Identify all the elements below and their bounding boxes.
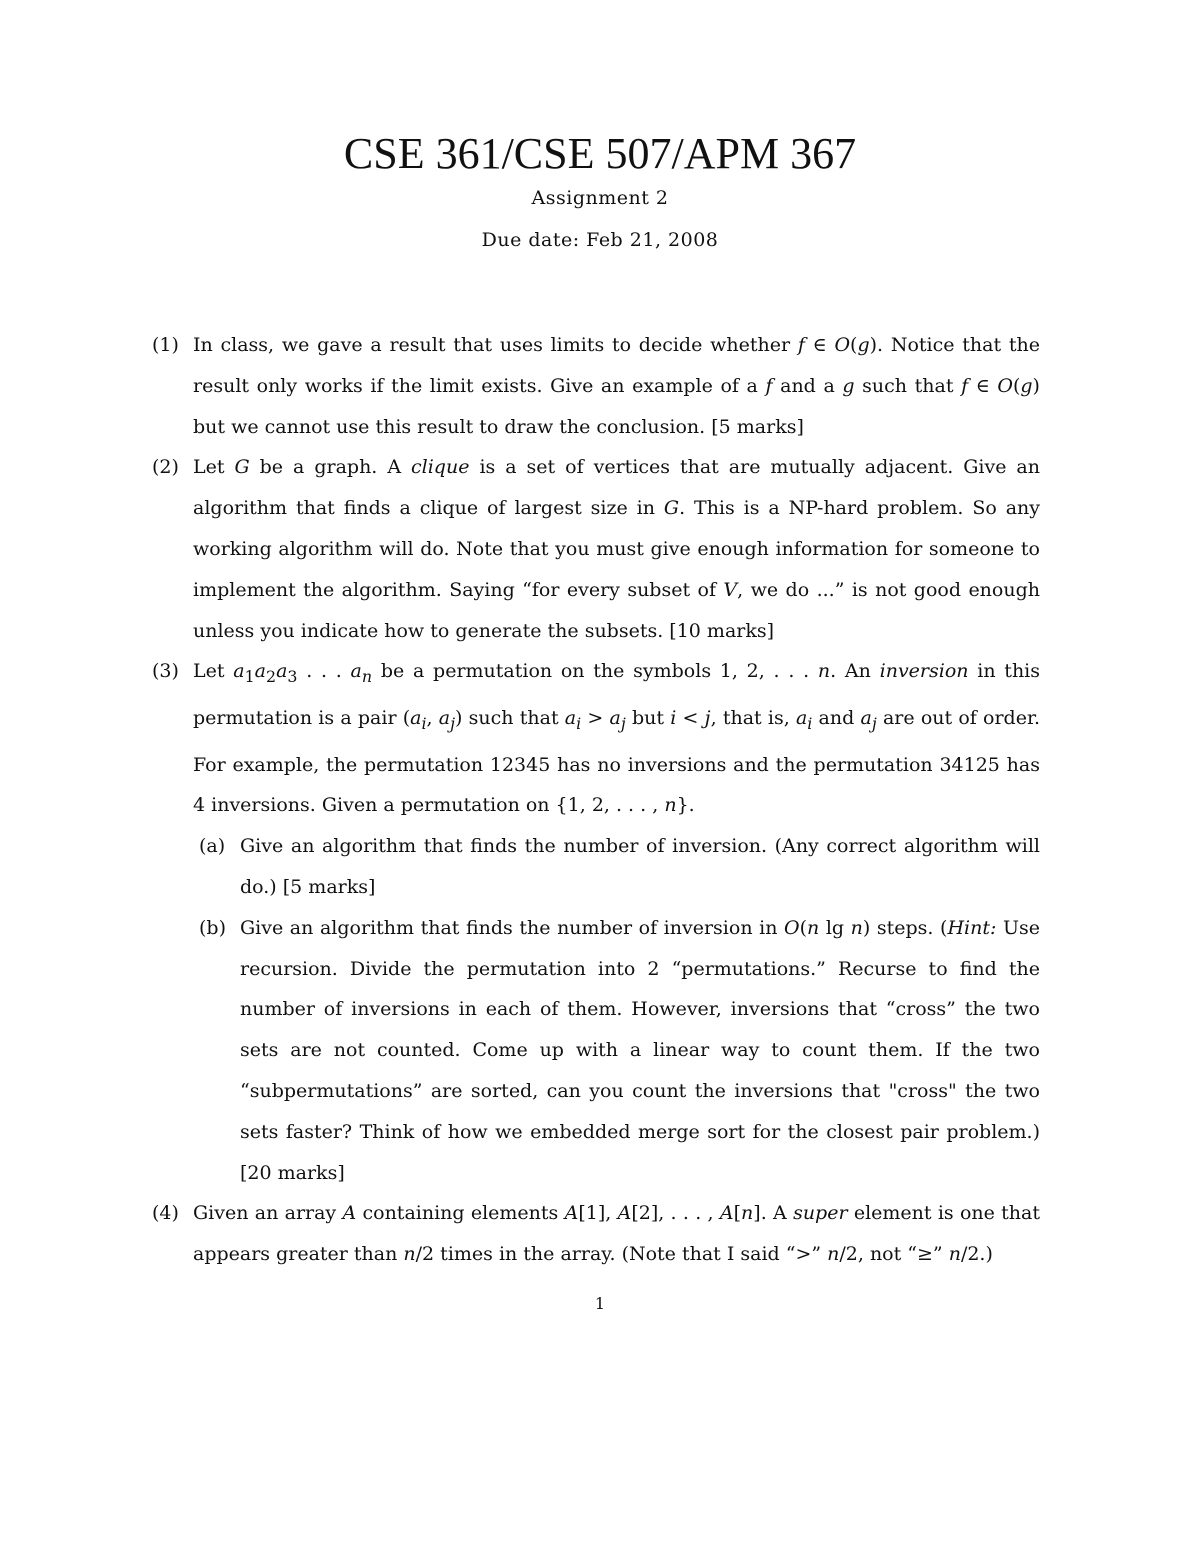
- math-var: a: [410, 706, 422, 729]
- math-symbol: [: [733, 1202, 742, 1225]
- problem-4: [152, 1193, 1040, 1275]
- math-subscript: i: [421, 713, 427, 733]
- math-subscript: j: [871, 713, 877, 733]
- math-subscript: i: [807, 713, 813, 733]
- math-symbol: ,: [426, 706, 439, 729]
- text-run: is a set of vertices that are mutually adjacent. Give an algorithm that finds a clique of largest size in: [193, 456, 1040, 520]
- text-run: , that is,: [710, 706, 796, 729]
- math-var: V: [723, 578, 738, 601]
- math-symbol: >: [581, 706, 610, 729]
- math-subscript: 2: [265, 667, 277, 687]
- math-var: O: [834, 334, 851, 356]
- problem-2: [152, 447, 1040, 651]
- math-var: f: [765, 374, 773, 397]
- math-var: g: [857, 334, 870, 356]
- math-function: lg: [819, 916, 851, 939]
- math-var: a: [564, 706, 577, 729]
- text-run: Let: [193, 456, 235, 479]
- emphasized-term: clique: [411, 456, 470, 479]
- math-symbol: }.: [676, 794, 695, 817]
- text-run: element is one that appears greater than: [193, 1202, 1040, 1266]
- math-var: a: [795, 706, 808, 729]
- problem-list: [152, 325, 1040, 1275]
- math-var: G: [234, 456, 250, 479]
- math-var: a: [254, 660, 266, 683]
- text-run: , we do ...” is not good enough unless you indicate how to generate the subsets. [10 marks]: [193, 578, 1040, 642]
- hint-label: Hint:: [947, 916, 997, 939]
- subpart-label: (a): [199, 835, 226, 858]
- problem-number: (1): [152, 334, 179, 356]
- math-var: n: [664, 794, 677, 817]
- math-var: A: [617, 1202, 632, 1225]
- text-run: Use recursion. Divide the permutation into 2 “permutations.” Recurse to find the number of inversions in each of them. However, inversions that “cross” the two sets are not counted. Come up with a linear way to count them. If the two “subpermutations” are sorted, can you count the inversions that "cross" the two sets faster? Think of how we embedded merge sort for the closest pair problem.) [20 marks]: [240, 916, 1040, 1184]
- problem-text: [193, 325, 1040, 447]
- text-run: /2, not “≥”: [839, 1243, 949, 1266]
- text-run: In class, we gave a result that uses limits to decide whether: [193, 334, 798, 356]
- subpart-text: Give an algorithm that finds the number of inversion. (Any correct algorithm will do.) [5 marks]: [240, 835, 1040, 898]
- math-var: g: [842, 374, 855, 397]
- text-run: in this permutation is a pair (: [193, 660, 1041, 729]
- problem-3a: [199, 826, 1040, 908]
- math-var: f: [961, 374, 969, 397]
- math-symbol: ∈: [968, 374, 998, 397]
- text-run: ). Notice that the result only works if the limit exists. Give an example of a: [193, 334, 1040, 397]
- text-run: are out of order. For example, the permutation 12345 has no inversions and the permutation 34125 has 4 inversions. Given a permutation on {1, 2, . . . ,: [193, 706, 1040, 817]
- math-var: n: [948, 1243, 961, 1266]
- math-subscript: j: [450, 713, 456, 733]
- math-subscript: 3: [287, 667, 298, 687]
- math-subscript: 1: [244, 667, 255, 687]
- math-symbol: [1],: [578, 1202, 618, 1225]
- text-run: Give an algorithm that finds the number of inversion in: [240, 916, 785, 939]
- math-subscript: j: [620, 713, 626, 733]
- text-run: /2 times in the array. (Note that I said “>”: [415, 1243, 828, 1266]
- text-run: Let: [193, 660, 234, 683]
- problem-3b: [199, 908, 1040, 1194]
- text-run: and: [812, 706, 861, 729]
- assignment-label: Assignment 2: [531, 187, 669, 209]
- math-var: A: [342, 1202, 357, 1225]
- math-var: g: [1020, 374, 1033, 397]
- math-var: a: [276, 660, 288, 683]
- text-run: and a: [772, 374, 843, 397]
- math-var: a: [233, 660, 245, 683]
- text-run: but: [625, 706, 671, 729]
- math-symbol: (: [850, 334, 858, 356]
- text-run: containing elements: [356, 1202, 565, 1225]
- text-run: ]. A: [753, 1202, 794, 1225]
- emphasized-term: super: [793, 1202, 848, 1225]
- math-var: n: [741, 1202, 754, 1225]
- subpart-text: Give an algorithm that finds the number of inversion in O(n lg n) steps. (Hint: Use recursion. Divide the permutation into 2 “permutations.” Recurse to find the number of inversions in each of them. However, inversions that “cross” the two sets are not counted. Come up with a linear way to count them. If the two “subpermutations” are sorted, can you count the inversions that "cross" the two sets faster? Think of how we embedded merge sort for the closest pair problem.) [20 marks]: [240, 916, 1040, 1184]
- math-symbol: (: [1012, 374, 1021, 397]
- math-subscript: i: [576, 713, 582, 733]
- problem-text: [193, 1193, 1040, 1275]
- math-var: j: [704, 706, 711, 729]
- text-run: be a graph. A: [249, 456, 412, 479]
- text-run: ) such that: [455, 706, 565, 729]
- text-run: /2.): [960, 1243, 993, 1266]
- problem-number: (3): [152, 660, 179, 683]
- math-symbol: [2], . . . ,: [631, 1202, 720, 1225]
- math-symbol: ∈: [804, 334, 835, 356]
- math-var: G: [663, 497, 680, 520]
- math-var: i: [670, 706, 677, 729]
- math-var: A: [719, 1202, 734, 1225]
- problem-text: [193, 651, 1040, 826]
- due-date: Due date: Feb 21, 2008: [481, 229, 719, 251]
- math-var: a: [438, 706, 451, 729]
- math-var: O: [997, 374, 1013, 397]
- math-symbol: . . .: [297, 660, 351, 683]
- math-var: n: [827, 1243, 840, 1266]
- text-run: such that: [854, 374, 962, 397]
- math-var: O: [784, 916, 800, 939]
- problem-text: [193, 447, 1040, 651]
- text-run: . An: [830, 660, 880, 683]
- text-run: Given an array: [193, 1202, 343, 1225]
- math-var: f: [797, 334, 805, 356]
- problem-number: (4): [152, 1202, 179, 1225]
- math-var: a: [860, 706, 872, 729]
- emphasized-term: inversion: [879, 660, 969, 683]
- text-run: ) steps. (: [862, 916, 948, 939]
- math-var: A: [564, 1202, 579, 1225]
- math-var: a: [350, 660, 362, 683]
- text-run: . This is a NP-hard problem. So any working algorithm will do. Note that you must give enough information for someone to implement the algorithm. Saying “for every subset of: [193, 497, 1040, 601]
- math-var: n: [850, 916, 863, 939]
- problem-number: (2): [152, 456, 179, 479]
- problem-3: [152, 651, 1040, 826]
- math-var: n: [817, 660, 831, 683]
- math-var: n: [403, 1243, 416, 1266]
- subpart-label: (b): [199, 916, 226, 939]
- text-run: ) but we cannot use this result to draw the conclusion. [5 marks]: [193, 374, 1040, 438]
- text-run: be a permutation on the symbols 1, 2, . . .: [372, 660, 818, 683]
- math-var: n: [807, 916, 820, 939]
- math-subscript: n: [361, 667, 373, 687]
- problem-1: [152, 325, 1040, 447]
- page-number: 1: [594, 1294, 606, 1313]
- document-title: CSE 361/CSE 507/APM 367: [343, 129, 857, 178]
- math-var: a: [609, 706, 621, 729]
- math-symbol: <: [676, 706, 705, 729]
